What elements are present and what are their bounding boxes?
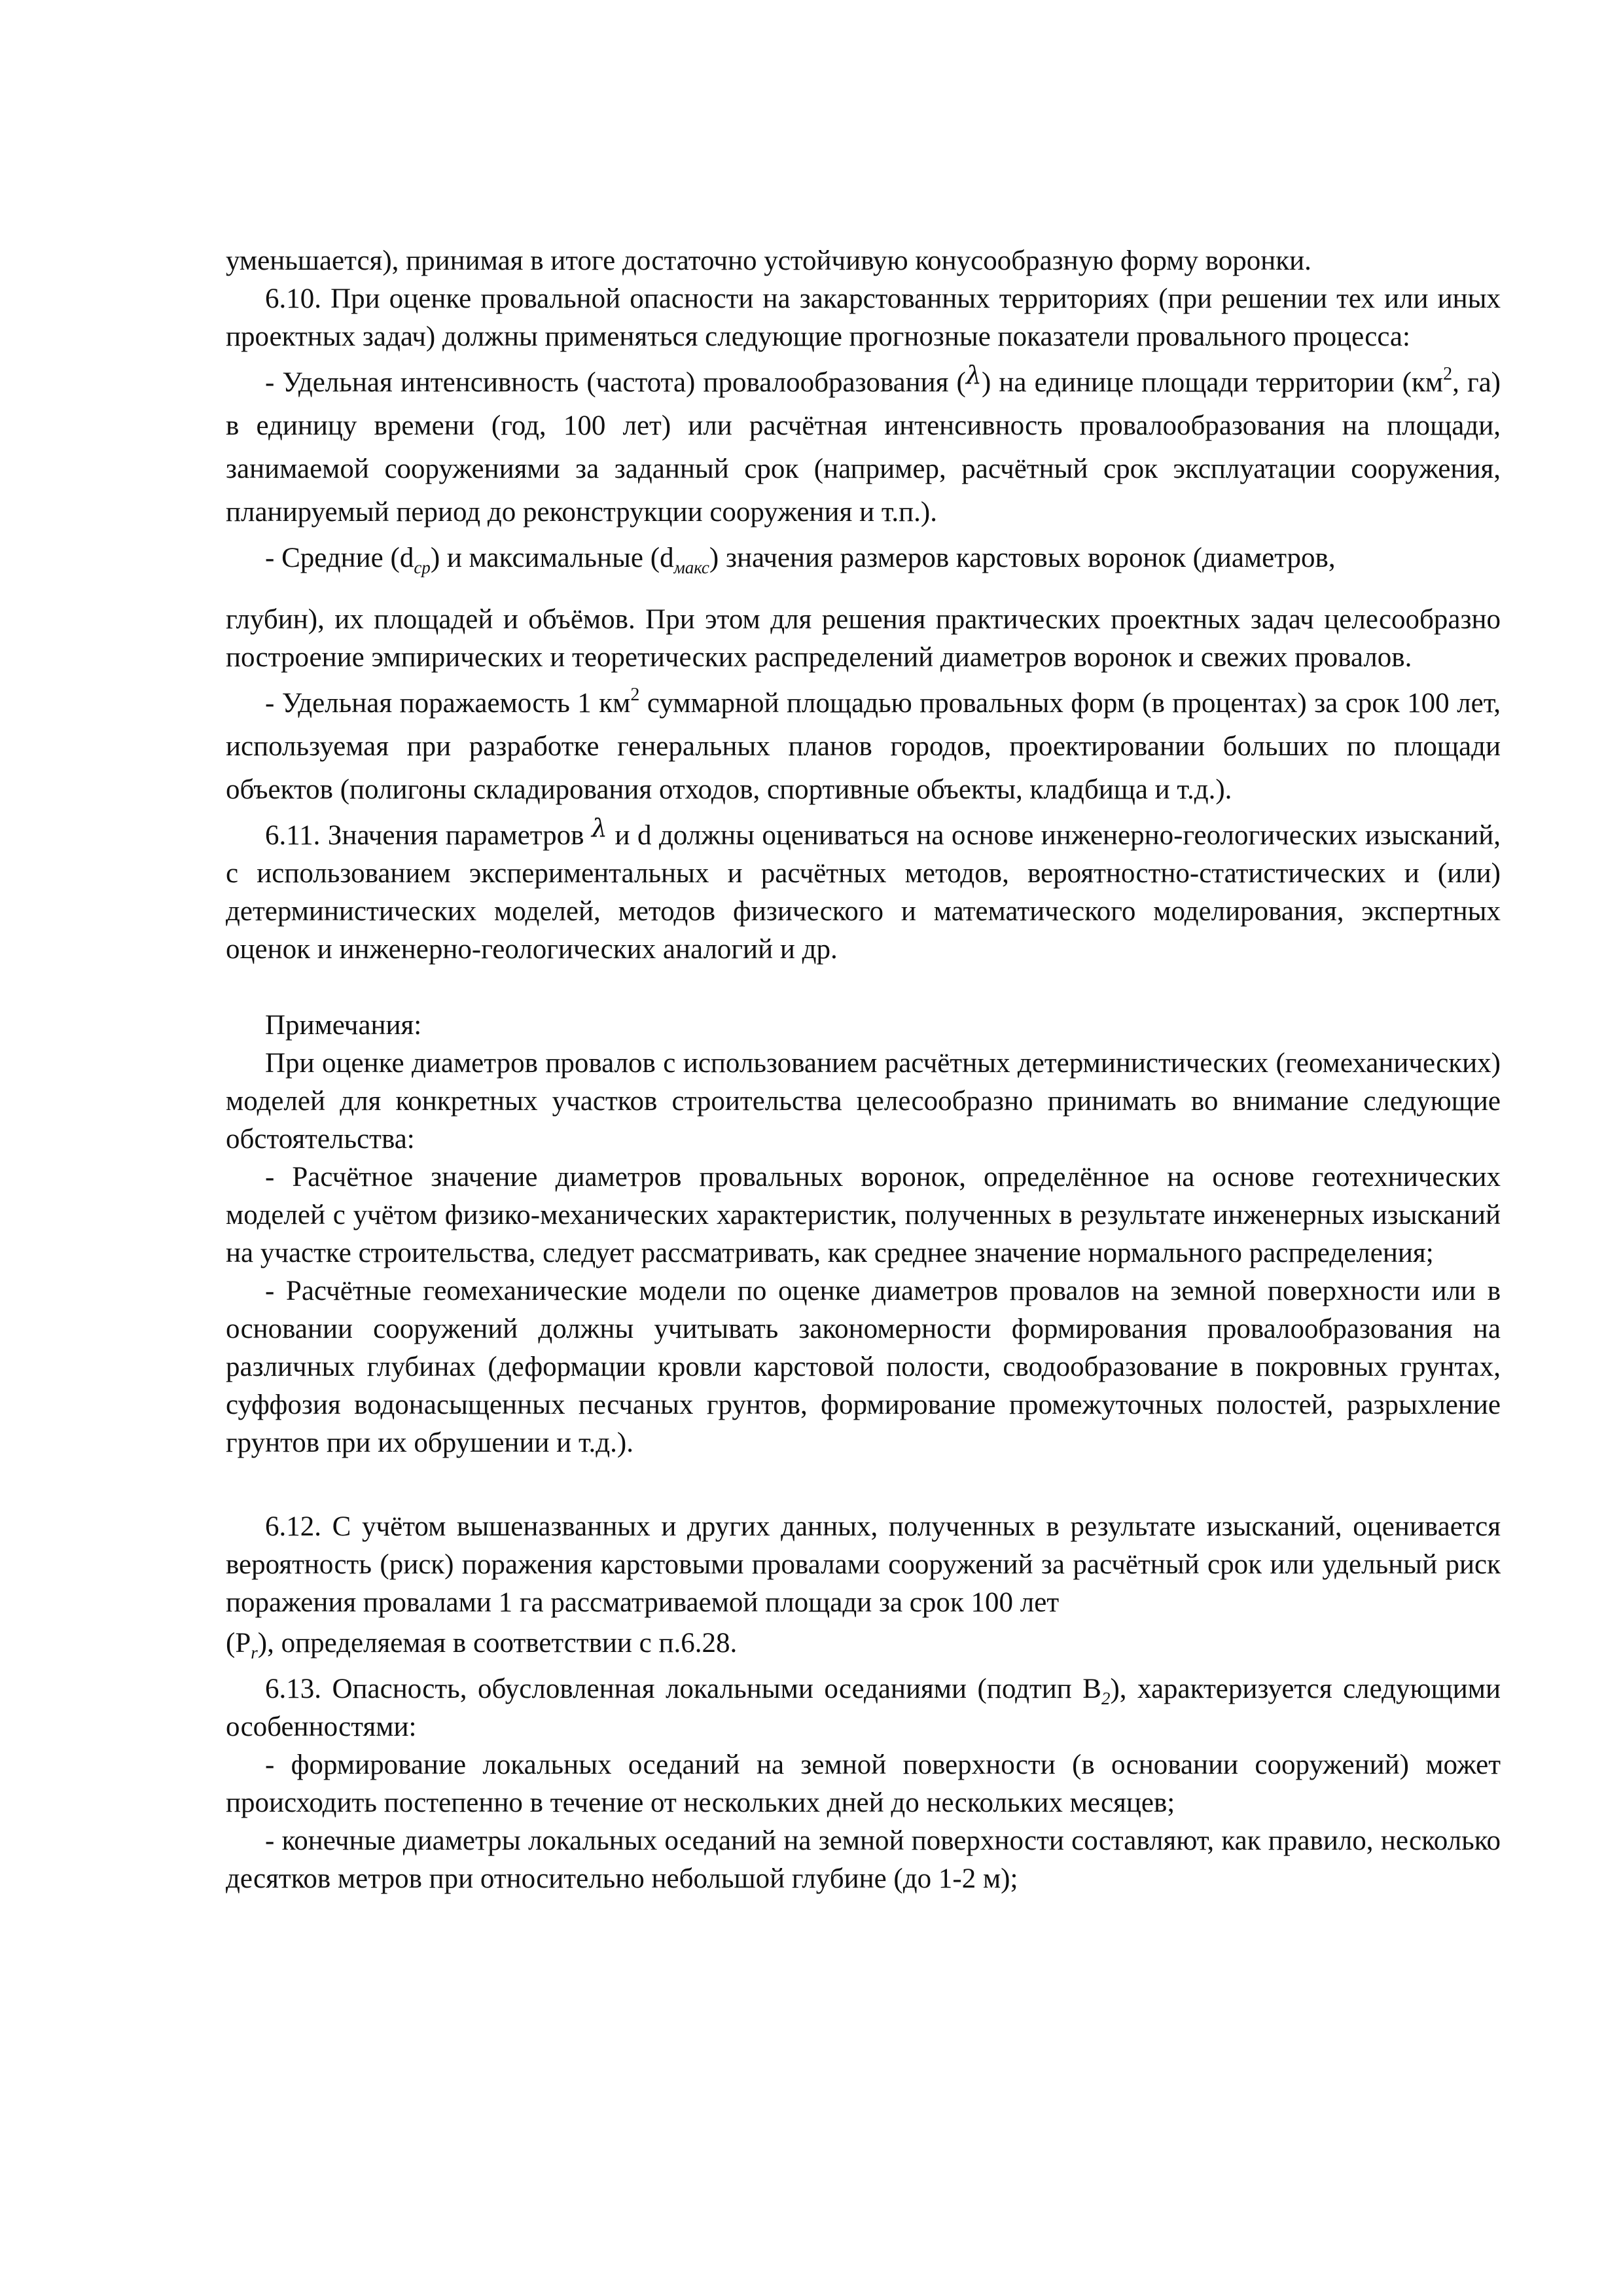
d-avg-subscript: ср <box>414 558 431 577</box>
affectedness-text-b: суммарной площадью провальных форм (в процентах) за срок 100 лет, используемая при разработке генеральных планов городов, проектировании больших по площади объектов (полигоны складирования отходов, спортивные объекты, кладбища и т.д.). <box>226 688 1501 805</box>
paragraph-6-12-tail <box>226 1622 1501 1665</box>
note-3: - Расчётные геомеханические модели по оценке диаметров провалов на земной поверхности или в основании сооружений должны учитывать закономерности формирования провалообразования на различных глубинах (деформации кровли карстовой полости, сводообразование в покровных грунтах, суффозия водонасыщенных песчаных грунтов, формирование промежуточных полостей, разрыхление грунтов при их обрушении и т.д.). <box>226 1276 1501 1458</box>
paragraph-6-13 <box>226 1670 1501 1746</box>
note-1: При оценке диаметров провалов с использованием расчётных детерминистических (геомеханических) моделей для конкретных участков строительства целесообразно принимать во внимание следующие обстоятельства: <box>226 1048 1501 1155</box>
feature-1: - формирование локальных оседаний на земной поверхности (в основании сооружений) может происходить постепенно в течение от нескольких дней до нескольких месяцев; <box>226 1749 1501 1818</box>
intensity-text-b: ) на единице площади территории (км <box>981 367 1444 398</box>
paragraph-6-10: 6.10. При оценке провальной опасности на закарстованных территориях (при решении тех или иных проектных задач) должны применяться следующие прогнозные показатели провального процесса: <box>226 283 1501 352</box>
affectedness-text-a: - Удельная поражаемость 1 км <box>265 688 631 719</box>
sizes-text-b: ) и максимальные (d <box>430 543 674 573</box>
paragraph-intensity <box>226 361 1501 534</box>
intensity-text-c: , га) в единицу времени (год, 100 лет) или расчётная интенсивность провалообразования на площади, занимаемой сооружениями за заданный срок (например, расчётный срок эксплуатации сооружения, планируемый период до реконструкции сооружения и т.п.). <box>226 367 1501 528</box>
paragraph-sizes-line1 <box>226 539 1501 577</box>
feature-2: - конечные диаметры локальных оседаний на земной поверхности составляют, как правило, несколько десятков метров при относительно небольшой глубине (до 1-2 м); <box>226 1825 1501 1894</box>
document-page <box>226 242 1501 1898</box>
pr-text-a: (P <box>226 1628 251 1659</box>
subtype-text-a: 6.13. Опасность, обусловленная локальными оседаниями (подтип B <box>265 1674 1101 1704</box>
paragraph-6-12: 6.12. С учётом вышеназванных и других данных, полученных в результате изысканий, оценивается вероятность (риск) поражения карстовыми провалами сооружений за расчётный срок или удельный риск поражения провалами 1 га рассматриваемой площади за срок 100 лет <box>226 1511 1501 1618</box>
pr-subscript: r <box>251 1643 258 1662</box>
pr-text-b: ), определяемая в соответствии с п.6.28. <box>257 1628 738 1659</box>
blank-line <box>226 969 1501 1007</box>
lambda-symbol-2: λ <box>591 814 607 842</box>
paragraph-continuation: уменьшается), принимая в итоге достаточно устойчивую конусообразную форму воронки. <box>226 245 1311 276</box>
lambda-symbol: λ <box>965 361 982 389</box>
notes-title: Примечания: <box>265 1010 422 1041</box>
subtype-text-b: ), характеризуется следующими особенностями: <box>226 1674 1501 1742</box>
note-2: - Расчётное значение диаметров провальных воронок, определённое на основе геотехнических моделей с учётом физико-механических характеристик, полученных в результате инженерных изысканий на участке строительства, следует рассматривать, как среднее значение нормального распределения; <box>226 1162 1501 1268</box>
params-text-b: и d должны оцениваться на основе инженерно-геологических изысканий, с использованием экспериментальных и расчётных методов, вероятностно-статистических и (или) детерминистических моделей, методов физического и математического моделирования, экспертных оценок и инженерно-геологических аналогий и др. <box>226 820 1501 965</box>
intensity-text-a: - Удельная интенсивность (частота) провалообразования ( <box>265 367 966 398</box>
sizes-text-c: ) значения размеров карстовых воронок (диаметров, <box>709 543 1336 573</box>
params-text-a: 6.11. Значения параметров <box>265 820 592 851</box>
sizes-text-a: - Средние (d <box>265 543 414 573</box>
paragraph-6-11 <box>226 814 1501 969</box>
paragraph-affectedness <box>226 682 1501 812</box>
b2-subscript: 2 <box>1101 1689 1111 1708</box>
paragraph-sizes-rest: глубин), их площадей и объёмов. При этом для решения практических проектных задач целесообразно построение эмпирических и теоретических распределений диаметров воронок и свежих провалов. <box>226 604 1501 673</box>
blank-line-2 <box>226 1462 1501 1508</box>
km2-superscript: 2 <box>1443 364 1453 384</box>
km2-superscript-2: 2 <box>630 685 640 705</box>
d-max-subscript: макс <box>673 558 709 577</box>
